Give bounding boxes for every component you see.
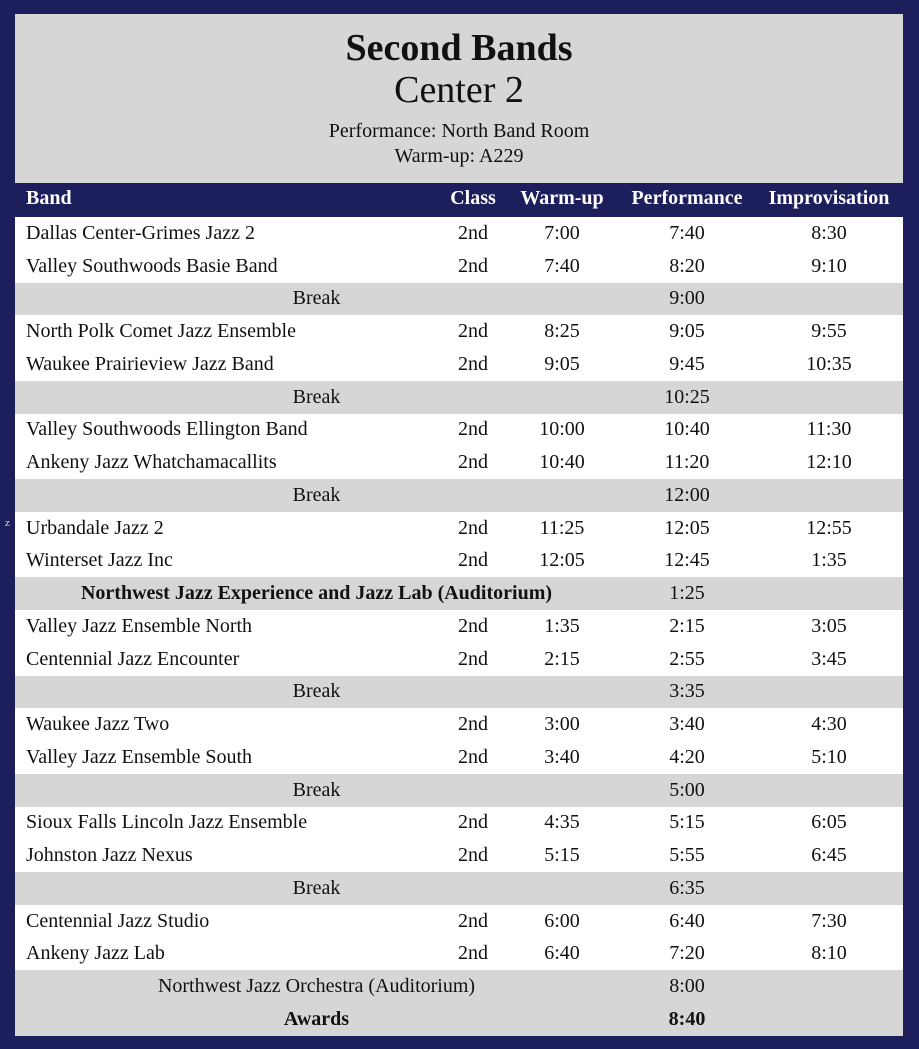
performance-time: 2:15 [669, 614, 705, 637]
schedule-sheet [15, 14, 903, 1035]
break-row [15, 577, 903, 610]
break-row [15, 283, 903, 316]
band-row [15, 839, 903, 872]
break-label: Break [292, 876, 341, 899]
band-class: 2nd [458, 254, 488, 277]
band-class: 2nd [458, 909, 488, 932]
performance-time: 9:05 [669, 320, 705, 343]
band-row [15, 348, 903, 381]
band-class: 2nd [458, 221, 488, 244]
center-name: Center 2 [394, 69, 524, 111]
band-name: Valley Jazz Ensemble North [26, 614, 253, 637]
break-row [15, 381, 903, 414]
performance-time: 5:55 [669, 844, 705, 867]
band-row [15, 610, 903, 643]
warmup-time: 10:00 [539, 418, 585, 441]
stray-mark: z [5, 517, 10, 529]
band-class: 2nd [458, 647, 488, 670]
break-row [15, 774, 903, 807]
warmup-time: 10:40 [539, 451, 585, 474]
band-name: Valley Jazz Ensemble South [26, 745, 253, 768]
performance-time: 10:40 [664, 418, 710, 441]
break-row [15, 479, 903, 512]
band-class: 2nd [458, 418, 488, 441]
band-class: 2nd [458, 320, 488, 343]
performance-time: 11:20 [664, 451, 710, 474]
performance-time: 12:05 [664, 516, 710, 539]
improvisation-time: 1:35 [811, 549, 847, 572]
schedule-rows [15, 217, 903, 1036]
break-label: Break [292, 778, 341, 801]
column-improvisation: Improvisation [768, 187, 890, 209]
warmup-time: 7:00 [544, 221, 580, 244]
improvisation-time: 7:30 [811, 909, 847, 932]
band-class: 2nd [458, 942, 488, 965]
column-performance: Performance [631, 187, 743, 209]
band-class: 2nd [458, 549, 488, 572]
band-row [15, 217, 903, 250]
performance-time: 5:15 [669, 811, 705, 834]
performance-room: Performance: North Band Room [328, 120, 590, 142]
performance-time: 12:45 [664, 549, 710, 572]
improvisation-time: 11:30 [806, 418, 852, 441]
improvisation-time: 10:35 [806, 352, 852, 375]
band-class: 2nd [458, 844, 488, 867]
band-row [15, 315, 903, 348]
warmup-time: 8:25 [544, 320, 580, 343]
band-class: 2nd [458, 811, 488, 834]
column-class: Class [450, 187, 496, 209]
performance-time: 8:20 [669, 254, 705, 277]
band-name: Waukee Prairieview Jazz Band [26, 352, 274, 375]
schedule-header [15, 14, 903, 183]
performance-time: 4:20 [669, 745, 705, 768]
improvisation-time: 8:10 [811, 942, 847, 965]
improvisation-time: 6:45 [811, 844, 847, 867]
break-label: Northwest Jazz Orchestra (Auditorium) [157, 975, 476, 998]
performance-time: 9:45 [669, 352, 705, 375]
break-time: 8:00 [669, 975, 705, 998]
column-warmup: Warm-up [520, 187, 604, 209]
break-time: 1:25 [669, 582, 705, 605]
break-time: 5:00 [669, 778, 705, 801]
break-label: Northwest Jazz Experience and Jazz Lab (Auditorium) [80, 582, 553, 605]
band-name: Johnston Jazz Nexus [26, 844, 193, 867]
improvisation-time: 12:10 [806, 451, 852, 474]
band-name: Winterset Jazz Inc [26, 549, 173, 572]
improvisation-time: 9:55 [811, 320, 847, 343]
band-class: 2nd [458, 713, 488, 736]
band-name: Centennial Jazz Encounter [26, 647, 240, 670]
warmup-time: 6:00 [544, 909, 580, 932]
warmup-time: 2:15 [544, 647, 580, 670]
band-row [15, 512, 903, 545]
warmup-time: 1:35 [544, 614, 580, 637]
performance-time: 2:55 [669, 647, 705, 670]
band-name: North Polk Comet Jazz Ensemble [26, 320, 296, 343]
performance-time: 7:20 [669, 942, 705, 965]
warmup-time: 7:40 [544, 254, 580, 277]
band-row [15, 807, 903, 840]
warmup-time: 12:05 [539, 549, 585, 572]
band-row [15, 741, 903, 774]
break-row [15, 676, 903, 709]
break-time: 3:35 [669, 680, 705, 703]
warmup-time: 6:40 [544, 942, 580, 965]
warmup-room: Warm-up: A229 [394, 145, 524, 167]
break-time: 10:25 [664, 385, 710, 408]
band-class: 2nd [458, 352, 488, 375]
break-label: Break [292, 483, 341, 506]
break-label: Break [292, 680, 341, 703]
band-row [15, 708, 903, 741]
band-row [15, 545, 903, 578]
warmup-time: 11:25 [539, 516, 585, 539]
improvisation-time: 6:05 [811, 811, 847, 834]
break-row [15, 872, 903, 905]
break-time: 9:00 [669, 287, 705, 310]
band-row [15, 905, 903, 938]
band-name: Ankeny Jazz Lab [26, 942, 165, 965]
band-row [15, 414, 903, 447]
band-name: Valley Southwoods Basie Band [26, 254, 278, 277]
table-header [15, 183, 903, 217]
break-label: Break [292, 287, 341, 310]
break-row [15, 1003, 903, 1036]
improvisation-time: 12:55 [806, 516, 852, 539]
band-row [15, 938, 903, 971]
warmup-time: 9:05 [544, 352, 580, 375]
improvisation-time: 3:45 [811, 647, 847, 670]
break-time: 6:35 [669, 876, 705, 899]
band-row [15, 643, 903, 676]
band-row [15, 446, 903, 479]
break-row [15, 970, 903, 1003]
performance-time: 3:40 [669, 713, 705, 736]
band-name: Dallas Center-Grimes Jazz 2 [26, 221, 255, 244]
performance-time: 6:40 [669, 909, 705, 932]
break-time: 8:40 [668, 1007, 706, 1030]
improvisation-time: 5:10 [811, 745, 847, 768]
band-name: Ankeny Jazz Whatchamacallits [26, 451, 277, 474]
warmup-time: 3:40 [544, 745, 580, 768]
band-class: 2nd [458, 516, 488, 539]
band-class: 2nd [458, 745, 488, 768]
band-name: Waukee Jazz Two [26, 713, 170, 736]
break-label: Break [292, 385, 341, 408]
schedule-title: Second Bands [345, 27, 573, 69]
column-band: Band [26, 187, 72, 209]
band-name: Centennial Jazz Studio [26, 909, 210, 932]
improvisation-time: 9:10 [811, 254, 847, 277]
band-class: 2nd [458, 451, 488, 474]
band-name: Sioux Falls Lincoln Jazz Ensemble [26, 811, 308, 834]
warmup-time: 5:15 [544, 844, 580, 867]
band-row [15, 250, 903, 283]
band-class: 2nd [458, 614, 488, 637]
break-time: 12:00 [664, 483, 710, 506]
band-name: Valley Southwoods Ellington Band [26, 418, 308, 441]
improvisation-time: 4:30 [811, 713, 847, 736]
performance-time: 7:40 [669, 221, 705, 244]
warmup-time: 4:35 [544, 811, 580, 834]
band-name: Urbandale Jazz 2 [26, 516, 164, 539]
break-label: Awards [283, 1007, 350, 1030]
improvisation-time: 3:05 [811, 614, 847, 637]
warmup-time: 3:00 [544, 713, 580, 736]
improvisation-time: 8:30 [811, 221, 847, 244]
